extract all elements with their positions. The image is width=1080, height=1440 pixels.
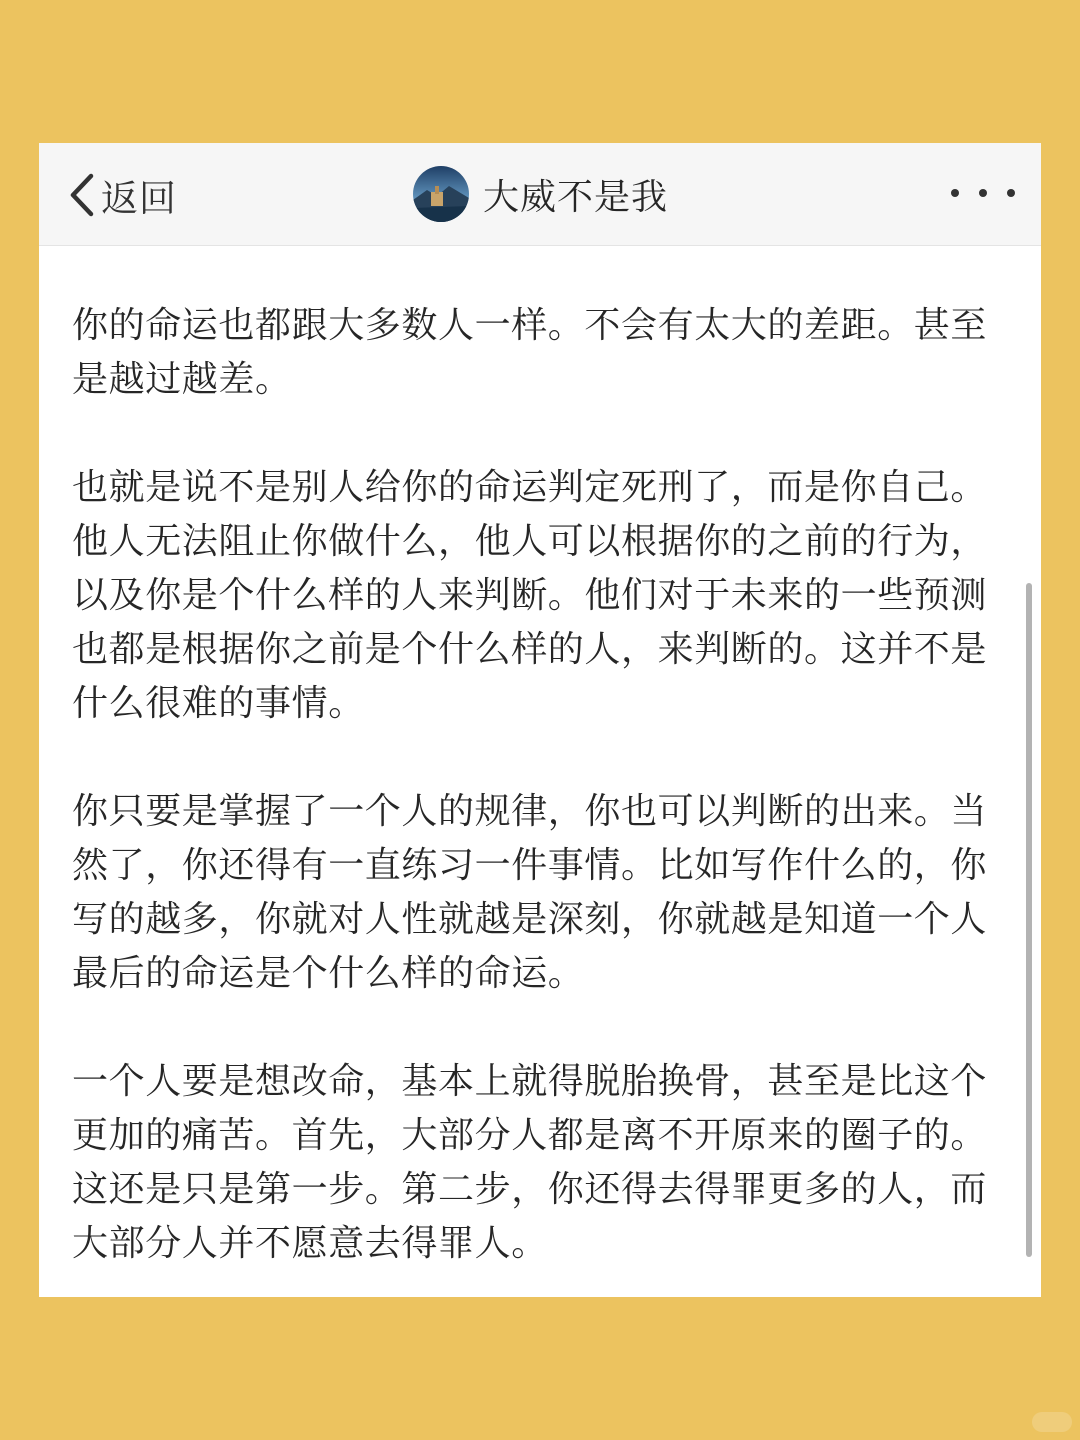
- watermark-logo: [1032, 1412, 1072, 1432]
- ellipsis-dot-icon: [951, 189, 959, 197]
- avatar[interactable]: [413, 166, 469, 222]
- vertical-scrollbar[interactable]: [1026, 583, 1032, 1257]
- top-navigation-bar: [39, 143, 1041, 246]
- chevron-left-icon: [65, 172, 99, 218]
- article-paragraph: 一个人要是想改命，基本上就得脱胎换骨，甚至是比这个更加的痛苦。首先，大部分人都是离不开原来的圈子的。这还是只是第一步。第二步，你还得去得罪更多的人，而大部分人并不愿意去得罪人。: [72, 1061, 988, 1264]
- landscape-avatar-icon: [413, 166, 469, 222]
- more-options-button[interactable]: [951, 179, 1015, 207]
- author-header[interactable]: [413, 163, 668, 225]
- page-title: 大威不是我: [483, 176, 669, 218]
- article-card: [39, 143, 1041, 1297]
- article-paragraph: 你的命运也都跟大多数人一样。不会有太大的差距。甚至是越过越差。: [72, 305, 988, 400]
- article-paragraph: 也就是说不是别人给你的命运判定死刑了，而是你自己。他人无法阻止你做什么，他人可以根据你的之前的行为，以及你是个什么样的人来判断。他们对于未来的一些预测也都是根据你之前是个什么样的人，来判断的。这并不是什么很难的事情。: [72, 467, 988, 724]
- back-label: 返回: [101, 177, 177, 220]
- article-body: [72, 299, 992, 1297]
- ellipsis-dot-icon: [1007, 189, 1015, 197]
- ellipsis-dot-icon: [979, 189, 987, 197]
- back-button[interactable]: [65, 167, 177, 223]
- article-paragraph: 你只要是掌握了一个人的规律，你也可以判断的出来。当然了，你还得有一直练习一件事情。比如写作什么的，你写的越多，你就对人性就越是深刻，你就越是知道一个人最后的命运是个什么样的命运。: [72, 791, 988, 994]
